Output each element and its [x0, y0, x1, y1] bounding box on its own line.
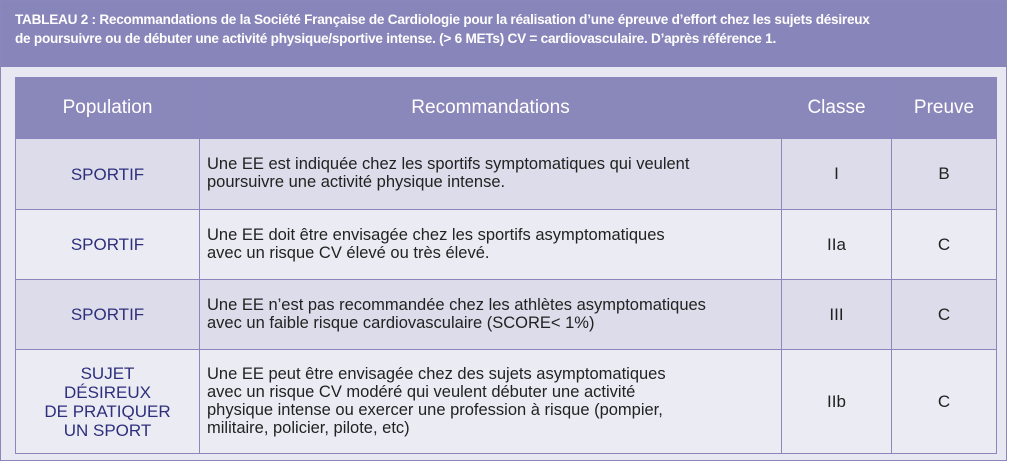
recommendation-line: avec un risque CV élevé ou très élevé. [207, 243, 490, 262]
population-text: SUJET [80, 363, 135, 383]
recommendation-cell [200, 280, 782, 350]
classe-cell: III [782, 280, 892, 350]
population-text: SPORTIF [70, 164, 145, 184]
preuve-cell: C [892, 350, 997, 454]
recommendation-cell [200, 139, 782, 210]
table-caption [1, 1, 1006, 67]
recommendations-table [15, 77, 997, 454]
header-recommandations: Recommandations [200, 78, 782, 139]
table-row [16, 210, 997, 280]
table-row [16, 280, 997, 350]
population-text: DE PRATIQUER [44, 401, 171, 421]
population-cell [16, 210, 200, 280]
recommendation-cell [200, 350, 782, 454]
table-row [16, 139, 997, 210]
recommendation-line: avec un faible risque cardiovasculaire (SCORE< 1%) [207, 313, 595, 332]
population-cell [16, 280, 200, 350]
recommendation-line: Une EE n’est pas recommandée chez les athlètes asymptomatiques [207, 295, 706, 314]
preuve-cell: C [892, 280, 997, 350]
recommendation-line: Une EE est indiquée chez les sportifs symptomatiques qui veulent [207, 155, 690, 173]
recommendation-line: avec un risque CV modéré qui veulent débuter une activité [207, 382, 636, 401]
recommendation-line: Une EE peut être envisagée chez des sujets asymptomatiques [207, 364, 666, 383]
preuve-cell: B [892, 139, 997, 210]
population-text: DÉSIREUX [64, 382, 151, 402]
caption-line-2: de poursuivre ou de débuter une activité physique/sportive intense. (> 6 METs) CV = cardiovasculaire. D’après référence 1. [15, 31, 776, 46]
header-population: Population [16, 78, 200, 139]
population-text: SPORTIF [70, 305, 145, 324]
recommendation-line: militaire, policier, pilote, etc) [207, 418, 410, 437]
classe-cell: IIa [782, 210, 892, 280]
header-preuve: Preuve [892, 78, 997, 139]
population-cell [16, 350, 200, 454]
population-cell [16, 139, 200, 210]
recommendation-line: poursuivre une activité physique intense. [207, 173, 506, 191]
table-header-row [16, 78, 997, 139]
classe-cell: IIb [782, 350, 892, 454]
population-text: UN SPORT [63, 420, 152, 440]
recommendation-line: physique intense ou exercer une profession à risque (pompier, [207, 400, 663, 419]
recommendation-line: Une EE doit être envisagée chez les sportifs asymptomatiques [207, 225, 665, 244]
recommendation-cell [200, 210, 782, 280]
classe-cell: I [782, 139, 892, 210]
population-text: SPORTIF [70, 235, 145, 254]
preuve-cell: C [892, 210, 997, 280]
caption-line-1: TABLEAU 2 : Recommandations de la Société Française de Cardiologie pour la réalisation d’une épreuve d’effort chez les sujets désireux [15, 12, 870, 27]
table-row [16, 350, 997, 454]
header-classe: Classe [782, 78, 892, 139]
